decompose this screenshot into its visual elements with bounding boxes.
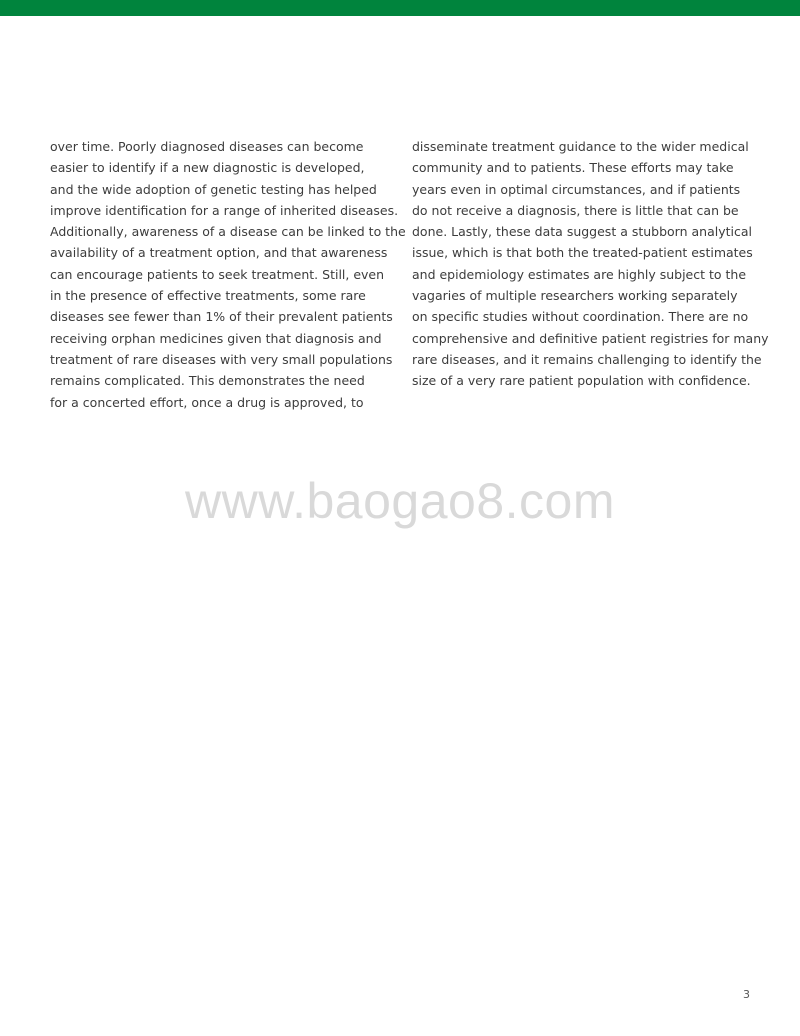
right-text-column bbox=[412, 136, 769, 392]
text-line: done. Lastly, these data suggest a stubborn analytical bbox=[412, 224, 752, 240]
text-line: over time. Poorly diagnosed diseases can become bbox=[50, 139, 364, 154]
text-line: diseases see fewer than 1% of their prevalent patients bbox=[50, 309, 393, 325]
page-number: 3 bbox=[743, 988, 750, 1001]
text-line: on specific studies without coordination. There are no bbox=[412, 309, 749, 325]
text-line: and epidemiology estimates are highly subject to the bbox=[412, 266, 747, 282]
text-line: for a concerted effort, once a drug is approved, to bbox=[50, 394, 364, 410]
watermark: www.baogao8.com bbox=[185, 473, 615, 529]
text-line: availability of a treatment option, and that awareness bbox=[50, 245, 388, 261]
text-line: issue, which is that both the treated-patient estimates bbox=[412, 245, 753, 261]
text-line: vagaries of multiple researchers working separately bbox=[412, 288, 738, 304]
text-line: do not receive a diagnosis, there is little that can be bbox=[412, 202, 739, 218]
text-line: Additionally, awareness of a disease can be linked to the bbox=[50, 224, 406, 240]
text-line: disseminate treatment guidance to the wider medical bbox=[412, 139, 749, 154]
top-accent-bar bbox=[0, 0, 800, 16]
text-line: can encourage patients to seek treatment. Still, even bbox=[50, 266, 385, 282]
text-line: easier to identify if a new diagnostic is developed, bbox=[50, 160, 365, 176]
left-text-column bbox=[50, 136, 406, 413]
text-line: comprehensive and definitive patient registries for many bbox=[412, 330, 769, 346]
text-line: rare diseases, and it remains challenging to identify the bbox=[412, 351, 762, 367]
text-line: size of a very rare patient population with confidence. bbox=[412, 373, 751, 389]
text-line: years even in optimal circumstances, and if patients bbox=[412, 181, 741, 197]
text-line: remains complicated. This demonstrates the need bbox=[50, 373, 365, 389]
text-line: treatment of rare diseases with very small populations bbox=[50, 351, 393, 367]
text-line: improve identification for a range of inherited diseases. bbox=[50, 202, 399, 218]
text-line: community and to patients. These efforts may take bbox=[412, 160, 734, 176]
text-line: receiving orphan medicines given that diagnosis and bbox=[50, 330, 382, 346]
text-line: and the wide adoption of genetic testing has helped bbox=[50, 181, 377, 197]
text-line: in the presence of effective treatments, some rare bbox=[50, 288, 366, 304]
